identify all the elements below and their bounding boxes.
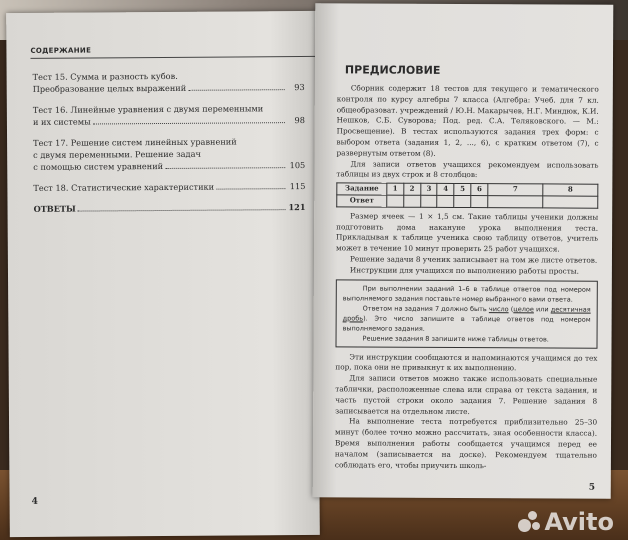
paragraph: Решение задачи 8 ученик записывает на том же листе ответов. [349, 254, 598, 265]
paragraph: Инструкции для учащихся по выполнению работы просты. [349, 265, 579, 276]
toc-entry-line: ОТВЕТЫ [33, 203, 76, 214]
paragraph: Размер ячеек — 1 × 1,5 см. Такие таблицы ученики должны подготовить дома накануне урока выполнения теста. Прикладывая к таблице ученика свою таблицу ответов, учитель может в течение 10 минут проверить 25 работ учащихся. [335, 211, 599, 254]
watermark-text: Avito [544, 508, 614, 536]
table-cell: 7 [488, 184, 543, 196]
toc-entry-test15 [33, 69, 305, 95]
toc-entry-test17 [33, 135, 305, 173]
toc-page: 121 [288, 202, 306, 213]
toc-entry-test16 [33, 102, 305, 128]
table-cell: 2 [404, 183, 421, 195]
paragraph: На выполнение теста потребуется приблизительно 25–30 минут (более точно можно рассчитать, зная особенности класса). Время выполнения работы сообщается учащимся перед ее началом (записывается на доске). Рекомендуем тщательно соблюдать его, чтобы приучить школь- [334, 416, 598, 470]
table-cell: 5 [454, 184, 471, 196]
table-cell: 8 [543, 184, 598, 196]
table-cell: Задание [337, 183, 387, 195]
toc-page: 115 [289, 181, 306, 192]
table-cell: 6 [471, 184, 488, 196]
instructions-box [335, 279, 597, 348]
toc-entry-line: с помощью систем уравнений [33, 160, 164, 172]
contents-header: СОДЕРЖАНИЕ [30, 46, 92, 55]
left-page [6, 11, 320, 537]
table-cell: 3 [420, 183, 437, 195]
toc-page: 105 [289, 160, 306, 171]
toc-entry-answers [34, 201, 306, 215]
table-row [337, 183, 598, 196]
page-number: 5 [588, 482, 596, 493]
table-of-contents [33, 69, 306, 224]
toc-entry-line: Тест 15. Сумма и разность кубов. [32, 70, 178, 82]
answer-table [336, 183, 598, 209]
toc-entry-line: с двумя переменными. Решение задач [33, 148, 201, 160]
toc-page: 93 [294, 82, 305, 93]
table-cell: 4 [437, 184, 454, 196]
header-rule [30, 56, 315, 59]
instruction: При выполнении заданий 1–6 в таблице ответов под номером выполняемого задания поставьте номер выбранного вами ответа. [342, 284, 591, 304]
instruction: Решение задания 8 запишите ниже таблицы ответов. [362, 334, 549, 343]
page-number: 4 [31, 496, 38, 507]
table-cell: Ответ [337, 195, 387, 207]
paragraph: Для записи ответов учащихся рекомендуем использовать таблицы из двух строк и 8 столбцов: [336, 158, 599, 180]
paragraph: Для записи ответов можно также использовать специальные таблички, расположенные слева или справа от текста задания, и часть пустой строки около задания 7. Решение задания 8 записывается на отдельном листе. [335, 373, 598, 416]
toc-page: 98 [294, 115, 305, 126]
preface-title: ПРЕДИСЛОВИЕ [344, 63, 441, 77]
paragraph: Сборник содержит 18 тестов для текущего и тематического контроля по курсу алгебры 7 класса (Алгебра: Учеб. для 7 кл. общеобразоват. учреждений / Ю.Н. Макарычев, Н.Г. Миндюк, К.И. Нешков, С.Б. Суворова; Под. ред. С.А. Теляковского. — М.: Просвещение). В тестах используются задания трех форм: с выбором ответа (задания 1, 2, ..., 6), с кратким ответом (7), с развернутым ответом (8). [336, 83, 599, 158]
toc-entry-line: и их системы [32, 116, 91, 127]
toc-entry-line: Тест 17. Решение систем линейных уравнений [33, 136, 237, 148]
table-cell: 1 [387, 183, 404, 195]
paragraph: Эти инструкции сообщаются и напоминаются учащимся до тех пор, пока они не привыкнут к их выполнению. [335, 351, 598, 373]
right-page [313, 3, 614, 499]
toc-entry-test18 [33, 180, 305, 194]
toc-entry-line: Преобразование целых выражений [32, 82, 187, 94]
toc-entry-line: Тест 18. Статистические характеристики [33, 181, 215, 193]
avito-watermark [518, 508, 614, 536]
toc-entry-line: Тест 16. Линейные уравнения с двумя переменными [32, 103, 264, 115]
preface-body [335, 83, 599, 472]
instruction: Ответом на задания 7 должно быть число (целое или десятичная дробь). Это число запишите в таблице ответов под номером выполняемого задания. [342, 304, 591, 333]
avito-logo-icon [518, 511, 540, 533]
table-row [337, 195, 598, 208]
